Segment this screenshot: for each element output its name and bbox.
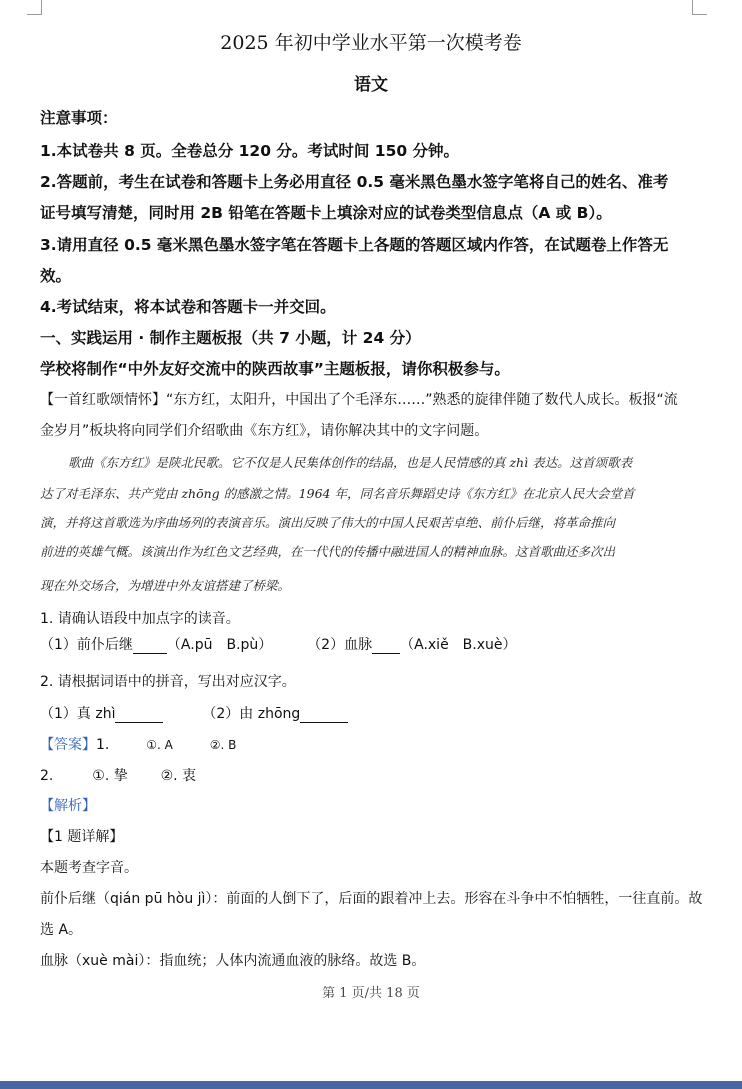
question-1-prompt: 1. 请确认语段中加点字的读音。 [40,611,240,627]
q2-item-2: （2）由 zhōng [202,706,301,722]
task-text: 金岁月”板块将向同学们介绍歌曲《东方红》，请你解决其中的文字问题。 [40,423,489,439]
answer-value: ①. 挚 [92,768,128,784]
detail-heading: 【1 题详解】 [40,829,124,845]
notice-item: 效。 [40,267,72,285]
window-bottom-bar [0,1081,742,1089]
page-corner-mark-right [692,0,707,15]
answer-number: 1. [96,737,110,753]
notice-item: 4.考试结束，将本试卷和答题卡一并交回。 [40,298,336,316]
q1-item-2: （2）血脉 [307,637,373,653]
answer-label: 【答案】 [40,737,96,753]
question-1-items [40,634,712,654]
notice-item: 2.答题前，考生在试卷和答题卡上务必用直径 0.5 毫米黑色墨水签字笔将自己的姓名、准考 [40,173,669,191]
answer-line-1 [40,734,712,754]
answer-blank[interactable] [372,639,400,654]
passage-line: 演，并将这首歌选为序曲场列的表演音乐。演出反映了伟大的中国人民艰苦卓绝、前仆后继，将革命推向 [40,515,616,530]
answer-line-2 [40,765,712,785]
answer-blank[interactable] [115,708,163,723]
passage-line: 前进的英雄气概。该演出作为红色文艺经典，在一代代的传播中融进国人的精神血脉。这首歌曲还多次出 [40,544,616,559]
answer-blank[interactable] [133,639,167,654]
analysis-line: 本题考查字音。 [40,860,138,876]
passage-line: 现在外交场合，为增进中外友谊搭建了桥梁。 [40,578,291,593]
notice-item: 1.本试卷共 8 页。全卷总分 120 分。考试时间 150 分钟。 [40,142,460,160]
section-heading: 一、实践运用 · 制作主题板报（共 7 小题，计 24 分） [40,329,421,347]
page-number: 第 1 页/共 18 页 [322,986,420,1001]
analysis-line: 选 A。 [40,922,83,938]
q1-item-2-options: （A.xiě B.xuè） [400,637,517,653]
passage-line: 达了对毛泽东、共产党由 zhōng 的感激之情。1964 年，同名音乐舞蹈史诗《东方红》在北京人民大会堂首 [40,486,635,501]
section-intro: 学校将制作“中外友好交流中的陕西故事”主题板报，请你积极参与。 [40,360,510,378]
notice-heading: 注意事项： [40,109,118,127]
page-corner-mark-left [27,0,42,15]
analysis-label: 【解析】 [40,798,96,814]
exam-title: 2025 年初中学业水平第一次模考卷 [220,32,522,54]
answer-number: 2. [40,768,54,784]
analysis-line: 血脉（xuè mài）：指血统；人体内流通血液的脉络。故选 B。 [40,953,426,969]
question-2-items [40,703,712,723]
passage-line: 歌曲《东方红》是陕北民歌。它不仅是人民集体创作的结晶，也是人民情感的真 zhì 表达。这首颂歌表 [68,455,633,470]
answer-value: ①. A [146,738,173,752]
answer-value: ②. B [209,738,237,752]
notice-item: 3.请用直径 0.5 毫米黑色墨水签字笔在答题卡上各题的答题区域内作答，在试题卷上作答无 [40,236,669,254]
q1-item-1: （1）前仆后继 [40,637,133,653]
answer-blank[interactable] [300,708,348,723]
q1-item-1-options: （A.pū B.pù） [166,637,273,653]
q2-item-1: （1）真 zhì [40,706,116,722]
subject-title: 语文 [354,75,388,95]
question-2-prompt: 2. 请根据词语中的拼音，写出对应汉字。 [40,674,296,690]
notice-item: 证号填写清楚，同时用 2B 铅笔在答题卡上填涂对应的试卷类型信息点（A 或 B）。 [40,204,612,222]
task-text: 【一首红歌颂情怀】“东方红，太阳升，中国出了个毛泽东……”熟悉的旋律伴随了数代人成长。板报“流 [40,392,678,408]
answer-value: ②. 衷 [160,768,197,784]
analysis-line: 前仆后继（qián pū hòu jì）：前面的人倒下了，后面的跟着冲上去。形容在斗争中不怕牺牲，一往直前。故 [40,891,703,907]
